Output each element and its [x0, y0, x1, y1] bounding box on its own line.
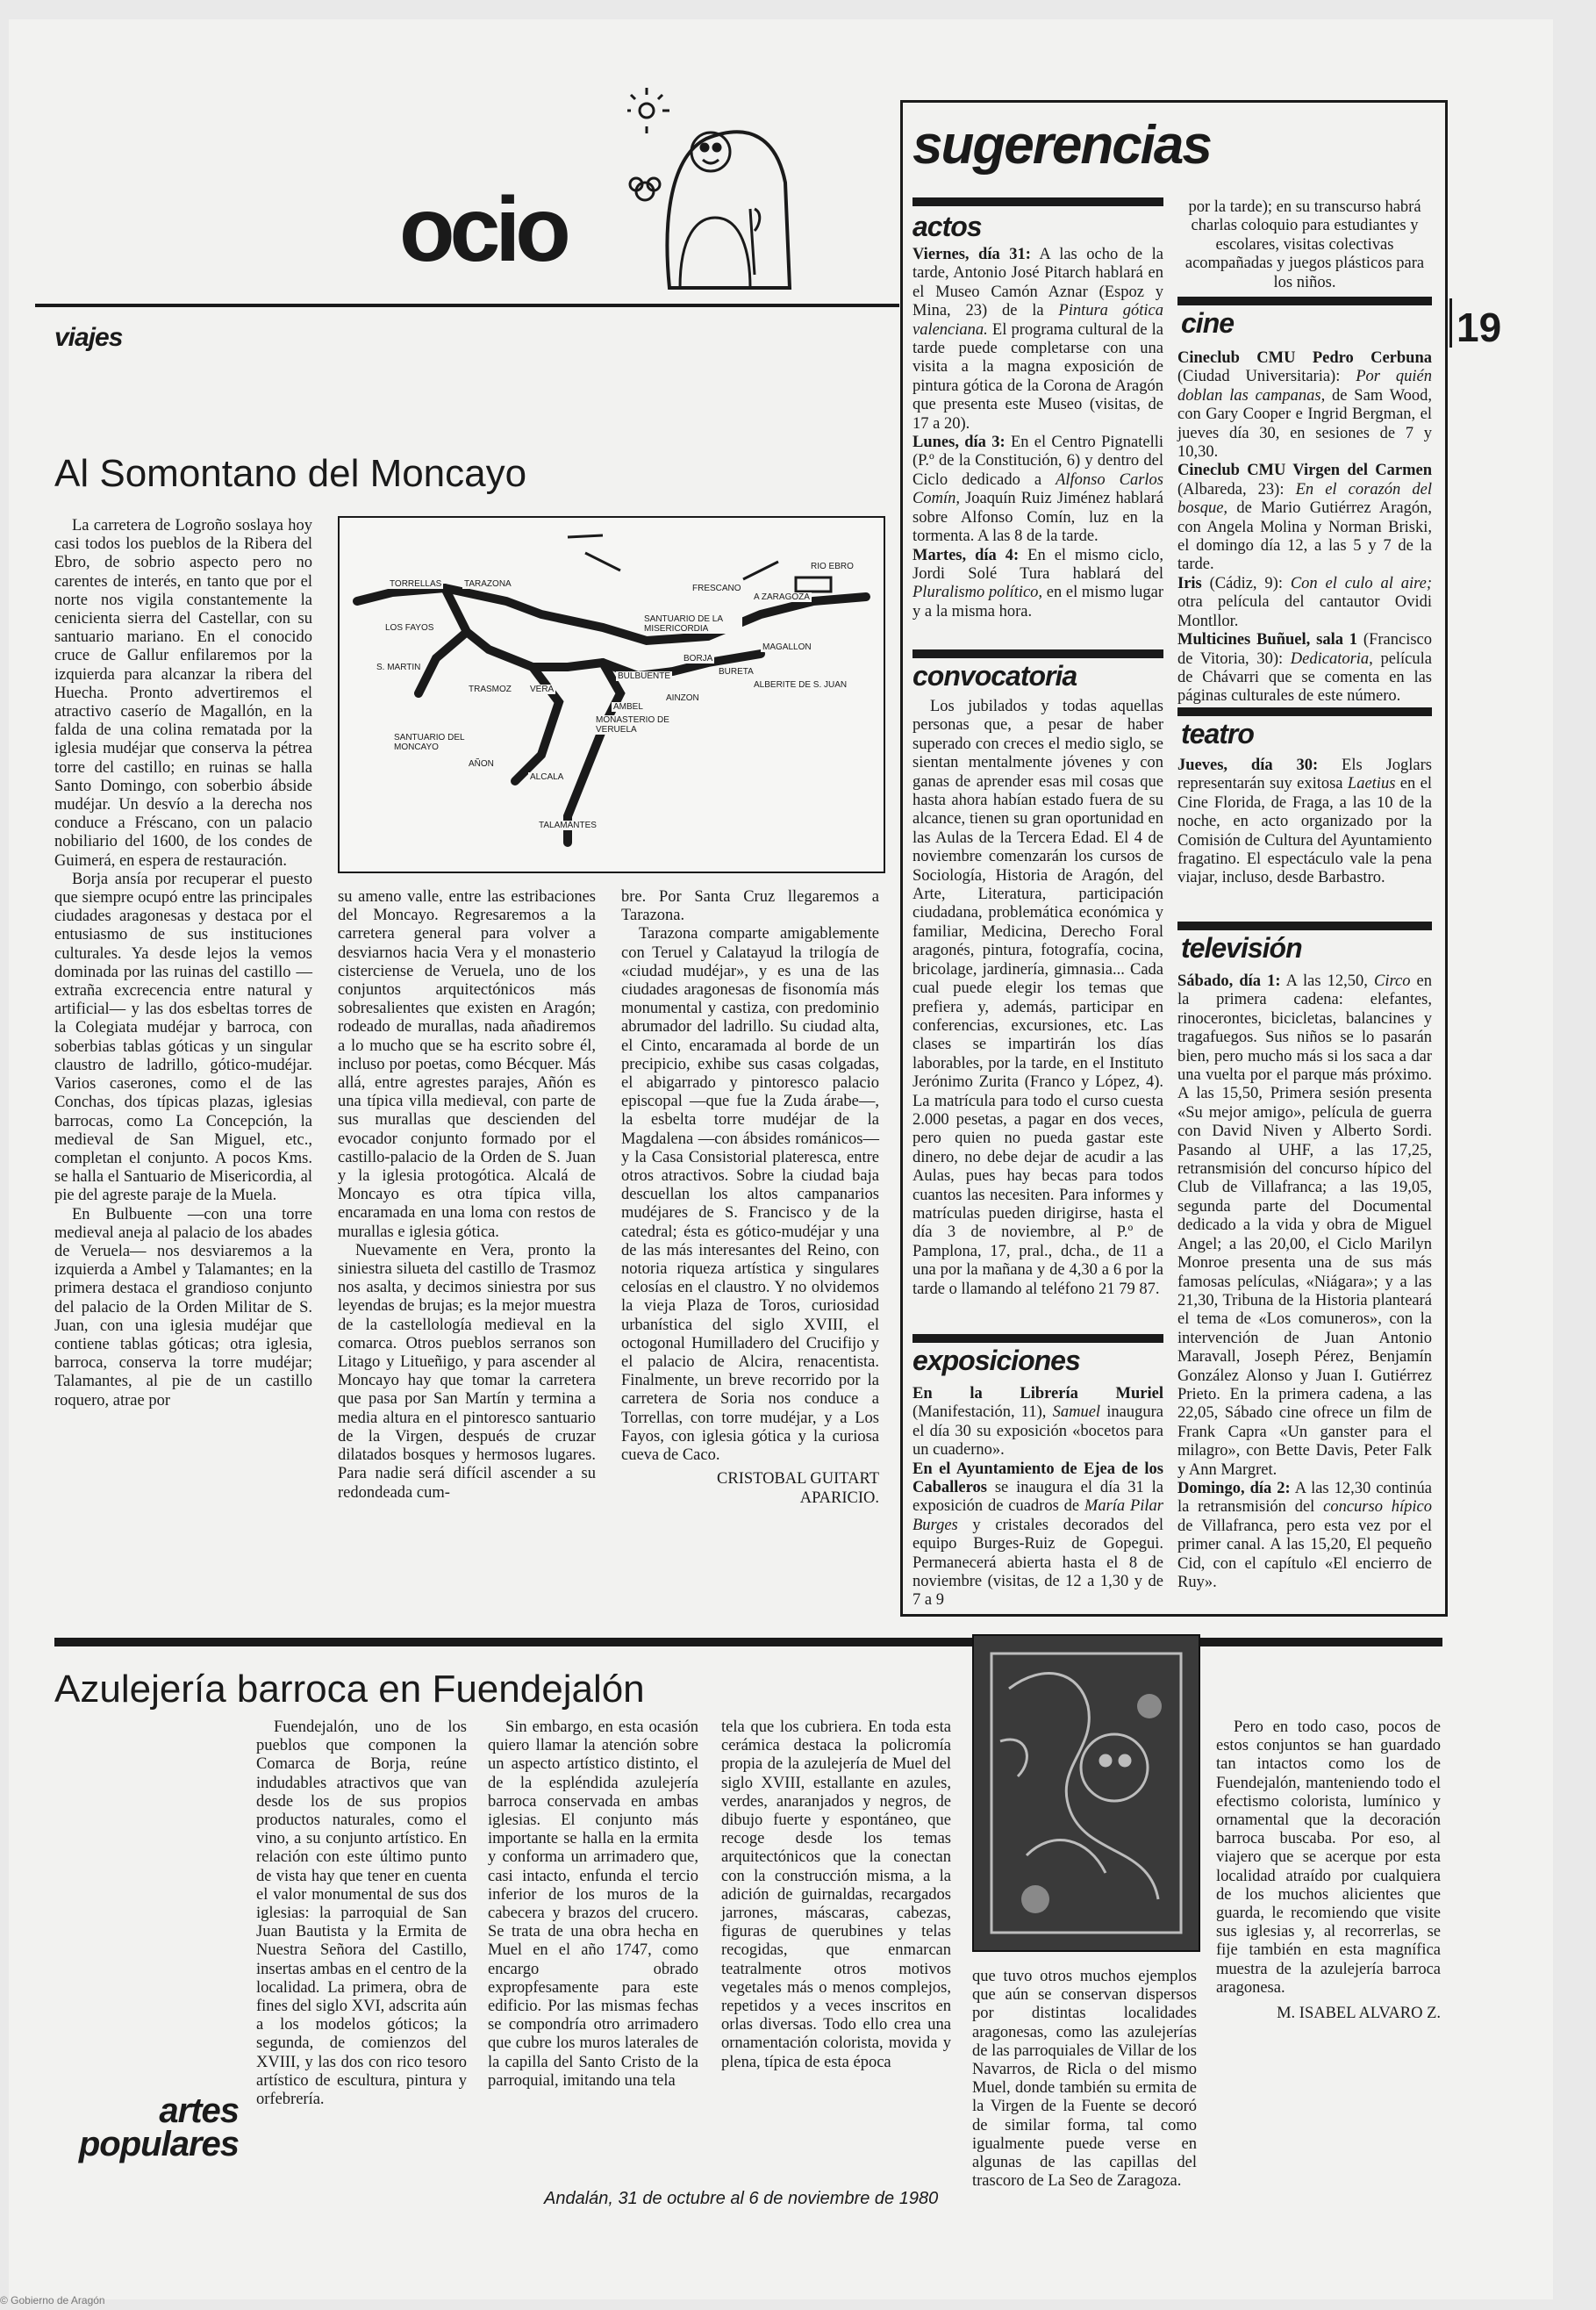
- listing-title: En el corazón del bosque,: [1177, 480, 1432, 518]
- rule: [913, 1334, 1163, 1343]
- map-label: LOS FAYOS: [385, 623, 434, 633]
- footer-credit: Andalán, 31 de octubre al 6 de noviembre de 1980: [544, 2189, 939, 2208]
- rule: [1177, 297, 1432, 305]
- photo-image: [974, 1636, 1199, 1950]
- map-drawing: [340, 518, 884, 872]
- map-label: TORRELLAS: [390, 579, 442, 589]
- article2-column-3: [721, 1718, 951, 2072]
- rule: [1177, 922, 1432, 930]
- rule: [1177, 707, 1432, 716]
- logo-word: ocio: [399, 179, 566, 281]
- paragraph: Fuendejalón, uno de los pueblos que componen la Comarca de Borja, reúne indudables atractivos que van desde los de sus propios productos naturales, como el vino, a su conjunto artístico. En relación con este último punto de vista hay que tener en cuenta el valor monumental de sus dos iglesias: la parroquial de San Juan Bautista y la Ermita de Nuestra Señora del Castillo, insertas ambas en el centro de la localidad. La primera, obra de fines del siglo XVI, adscrita aún a los modelos góticos; la segunda, de comienzos del XVIII, y las dos con rico tesoro artístico de escultura, pintura y orfebrería.: [256, 1718, 467, 2109]
- actos-list: [913, 246, 1163, 621]
- teatro-list: [1177, 757, 1432, 888]
- listing-lead: Cineclub CMU Virgen del Carmen: [1177, 462, 1432, 480]
- paragraph: Nuevamente en Vera, pronto la siniestra silueta del castillo de Trasmoz nos asalta, y decimos siniestra por sus leyendas de brujas; es la mejor muestra de la castellología medieval en la comarca. Otros pueblos serranos son Litago y Litueñigo, y para ascender al Moncayo hay que tomar la carretera que pasa por San Martín y termina a media altura en el pintoresco santuario de la Virgen, después de cruzar dilatados bosques y hermosos lugares. Para nadie será difícil ascender a su redondeada cum-: [338, 1241, 596, 1502]
- map-label: TARAZONA: [464, 579, 512, 589]
- actos-continued: [1177, 198, 1432, 292]
- listing-lead: Multicines Buñuel, sala 1: [1177, 631, 1358, 649]
- listing-item: Sábado, día 1: A las 12,50, Circo en la primera cadena: elefantes, rinocerontes, bicicletas, balancines y tragafuegos. Sus niños se lo pasarán bien, pero mucho más si los saca a dar una vuelta por el parque más próximo. A las 15,50, Primera sesión presenta «Su mejor amigo», película de guerra con David Niven y Alberto Sordi. Pasando al UHF, a las 17,25, retransmisión del concurso hípico del Club de Villafranca; a las 19,05, segunda parte del Documental dedicado a la vida y obra de Miguel Angel; a las 20,00, el Ciclo Marilyn Monroe presenta una de sus más famosas películas, «Niágara»; y a las 21,30, Tribuna de la Historia planteará el tema de «Los comuneros», con la intervención de Juan Antonio Maravall, Joseph Pérez, Benjamín González Alonso y Juan I. Gutiérrez Prieto. En la primera cadena, a las 22,05, Sábado cine ofrece un film de Frank Capra «Un ganster para el milagro», con Bette Davis, Peter Falk y Ann Margret.: [1177, 972, 1432, 1479]
- listing-lead: Sábado, día 1:: [1177, 972, 1281, 990]
- paragraph: bre. Por Santa Cruz llegaremos a Tarazona.: [621, 888, 879, 925]
- listing-title: Laetius: [1347, 775, 1396, 793]
- listing-item: Multicines Buñuel, sala 1 (Francisco de Vitoria, 30): Dedicatoria, película de Chávarri que se comenta en las páginas culturales de este número.: [1177, 631, 1432, 706]
- listing-item: Domingo, día 2: A las 12,30 continúa la retransmisión del concurso hípico de Villafranca, pero esta vez por el primer canal. A las 15,20, El pequeño Cid, con el capítulo «El encierro de Ruy».: [1177, 1479, 1433, 1591]
- listing-lead: En el Ayuntamiento de Ejea de los Caballeros: [913, 1460, 1163, 1497]
- paragraph: La carretera de Logroño soslaya hoy casi todos los pueblos de la Ribera del Ebro, de sobrio aspecto pero no carentes de interés, en tanto que por el norte nos vigila constantemente la cenicienta sierra del Castellar, con su santuario mariano. En el conocido cruce de Gallur enfilaremos por la izquierda para alcanzar la ribera del Huecha. Pronto advertiremos el atractivo caserío de Magallón, en la falda de una colina rematada por la iglesia mudéjar que conserva la pétrea torre del castillo; en ruinas se halla Santo Domingo, con soberbio ábside mudéjar. Un desvío a la derecha nos conduce a Fréscano, con un palacio nobiliario del 1600, de los condes de Guimerá, en espera de restauración.: [54, 517, 312, 870]
- cine-list: [1177, 349, 1432, 707]
- listing-lead: Iris: [1177, 574, 1202, 592]
- listing-item: En el Ayuntamiento de Ejea de los Caballeros se inaugura el día 31 la exposición de cuadros de María Pilar Burges y cristales decorados del equipo Burges-Ruiz de Gopegui. Permanecerá abierta hasta el 8 de noviembre (visitas, de 12 a 1,30 y de 7 a 9: [913, 1460, 1164, 1610]
- listing-title: María Pilar Burges: [913, 1497, 1164, 1534]
- header-rule: [35, 304, 899, 307]
- map-label: BORJA: [683, 654, 713, 664]
- azulejo-photo: [972, 1634, 1200, 1952]
- paragraph: por la tarde); en su transcurso habrá charlas coloquio para estudiantes y escolares, visitas colectivas acompañadas y juegos plásticos para los niños.: [1184, 198, 1425, 291]
- rule: [913, 649, 1163, 658]
- article2-column-5: [1216, 1718, 1441, 2023]
- byline: CRISTOBAL GUITART APARICIO.: [717, 1470, 879, 1507]
- map-label: AINZON: [666, 693, 699, 703]
- listing-item: Cineclub CMU Pedro Cerbuna (Ciudad Universitaria): Por quién doblan las campanas, de Sam Wood, con Gary Cooper e Ingrid Bergman, el jueves día 30, en sesiones de 7 y 10,30.: [1177, 349, 1433, 462]
- listing-title: Circo: [1373, 972, 1411, 990]
- map-label: AÑON: [469, 759, 494, 769]
- listing-title: Pluralismo político,: [913, 584, 1043, 602]
- paragraph: Borja ansía por recuperar el puesto que siempre ocupó entre las principales ciudades aragonesas y destaca por el entusiasmo de sus instituciones culturales. Ya desde lejos la vemos dominada por las ruinas del castillo —extraña excrecencia entre natural y artificial— y las dos esbeltas torres de la Colegiata mudéjar y barroca, con soberbias tablas góticas y un singular claustro de ladrillo, gótico-mudéjar. Varios caserones, como el de las Conchas, dos típicas plazas, iglesias barrocas, como La Concepción, la medieval de San Miguel, etc., completan el conjunto. A pocos Kms. se halla el Santuario de Misericordia, al pie del agreste paraje de la Muela.: [54, 870, 312, 1205]
- article2-column-4: [972, 1968, 1197, 2191]
- television-title: televisión: [1181, 932, 1302, 964]
- listing-item: Jueves, día 30: Els Joglars representarán suy exitosa Laetius en el Cine Florida, de Fraga, a las 10 de la noche, en acto organizado por la Comisión de Cultura del Ayuntamiento fragatino. El espectáculo vale la pena viajar, incluso, desde Barbastro.: [1177, 757, 1433, 887]
- page-number: 19: [1456, 305, 1502, 350]
- listing-lead: En la Librería Muriel: [913, 1385, 1163, 1402]
- convocatoria-title: convocatoria: [913, 660, 1077, 692]
- map-label: VERA: [530, 685, 555, 694]
- article-column-2: [338, 888, 596, 1503]
- route-map: [338, 516, 885, 873]
- paragraph: Pero en todo caso, pocos de estos conjuntos se han guardado tan intactos como los de Fuendejalón, manteniendo todo el efectismo colorista, lumínico y ornamental que la decoración barroca buscaba. Por eso, al viajero que se acerque por esta localidad atraído por cualquiera de los muchos alicientes que guarda, le recomiendo que visite sus iglesias y, al recorrerlas, se fije también en esta magnífica muestra de la azulejería barroca aragonesa.: [1216, 1718, 1441, 1997]
- listing-title: Samuel: [1052, 1403, 1101, 1422]
- listing-title: Por quién doblan las campanas,: [1177, 368, 1432, 405]
- map-label: TALAMANTES: [539, 821, 597, 830]
- listing-item: En la Librería Muriel (Manifestación, 11), Samuel inaugura el día 30 su exposición «bocetos para un cuaderno».: [913, 1385, 1163, 1460]
- map-label: MAGALLON: [762, 642, 812, 652]
- map-label: BURETA: [719, 667, 754, 677]
- paragraph: Tarazona comparte amigablemente con Teruel y Calatayud la trilogía de «ciudad mudéjar», y es una de las ciudades aragonesas de fisonomía más monumental y castiza, con predominio abrumador del ladrillo. Su ciudad alta, el Cinto, encaramada al borde de un precipicio, exhibe sus casas colgadas, el abigarrado y pintoresco palacio episcopal —que fue la Zuda árabe—, la esbelta torre mudéjar de la Magdalena —con ábsides románicos— y la Casa Consistorial plateresca, entre otros atractivos. Sobre la ciudad baja descuellan los altos campanarios mudéjares de S. Francisco y de la catedral; ésta es gótico-mudéjar y una de las más interesantes del Reino, con notoria riqueza artística y singulares celosías en el claustro. Y no olvidemos la vieja Plaza de Toros, curiosidad urbanística del siglo XVIII, el octogonal Humilladero del Crucifijo y el palacio de Alcira, renacentista. Finalmente, un breve recorrido por la carretera de Soria nos conduce a Torrellas, con torre mudéjar, y a Los Fayos, con iglesia gótica y la curiosa cueva de Caco.: [621, 925, 879, 1465]
- listing-item: Lunes, día 3: En el Centro Pignatelli (P.º de la Constitución, 6) y dentro del Ciclo dedicado a Alfonso Carlos Comín, Joaquín Ruiz Jiménez hablará sobre Alfonso Comín, luz en la tormenta. A las 8 de la tarde.: [913, 434, 1163, 546]
- exposiciones-list: [913, 1385, 1163, 1611]
- byline: M. ISABEL ALVARO Z.: [1277, 2005, 1441, 2023]
- listing-lead: Viernes, día 31:: [913, 246, 1031, 263]
- listing-item: Viernes, día 31: A las ocho de la tarde, Antonio José Pitarch hablará en el Museo Camón Aznar (Espoz y Mina, 23) de la Pintura gótica valenciana. El programa cultural de la tarde puede completarse con una visita a la magna exposición de pintura gótica de la Corona de Aragón que presenta este Museo (visitas, de 17 a 20).: [913, 246, 1163, 433]
- paragraph: tela que los cubriera. En toda esta cerámica destaca la policromía propia de la azulejería de Muel del siglo XVIII, estallante en azules, verdes, anaranjados y negros, de dibujo fuerte y espontáneo, que recoge desde los temas arquitectónicos que la conectan con la construcción misma, a la adición de guirnaldas, recargados jarrones, máscaras, cabezas, figuras de querubines y telas recogidas, que enmarcan teatralmente otros motivos vegetales más o menos complejos, repetidos y a veces inscritos en orlas diversas. Todo ello crea una ornamentación colorista, movida y plena, típica de esta época: [721, 1718, 951, 2071]
- listing-item: Iris (Cádiz, 9): Con el culo al aire; otra película del cantautor Ovidi Montllor.: [1177, 574, 1432, 630]
- paragraph: Sin embargo, en esta ocasión quiero llamar la atención sobre un aspecto artístico distinto, el de la espléndida azulejería barroca conservada en ambas iglesias. El conjunto más importante se halla en la ermita y conforma un arrimadero que, casi intacto, enfunda el tercio inferior de los muros de la cabecera y brazos del crucero. Se trata de una obra hecha en Muel en el año 1747, como encargo obrado expropfesamente para este edificio. Por las mismas fechas se compondría otro arrimadero que cubre los muros laterales de la capilla del Santo Cristo de la parroquial, imitando una tela: [488, 1718, 698, 2090]
- television-list: [1177, 972, 1432, 1592]
- convocatoria-text: [913, 698, 1163, 1299]
- rule: [913, 197, 1163, 206]
- section-viajes: viajes: [54, 323, 123, 352]
- paragraph: que tuvo otros muchos ejemplos que aún se conservan dispersos por distintas localidades aragonesas, como las azulejerías de las parroquiales de Villar de los Navarros, de Ricla o del mismo Muel, donde también su ermita de la Virgen de la Fuente se decoró de similar forma, tal como igualmente puede verse en algunas de las capillas del trascoro de La Seo de Zaragoza.: [972, 1968, 1197, 2191]
- archive-credit: © Gobierno de Aragón: [0, 2294, 105, 2306]
- sugerencias-title: sugerencias: [913, 115, 1211, 176]
- teatro-title: teatro: [1181, 718, 1254, 750]
- map-label: SANTUARIO DE LA MISERICORDIA: [642, 614, 742, 634]
- ocio-illustration: [627, 86, 812, 297]
- article-title: Azulejería barroca en Fuendejalón: [54, 1668, 645, 1711]
- exposiciones-title: exposiciones: [913, 1345, 1080, 1376]
- map-label: S. MARTIN: [376, 663, 421, 672]
- section-artes-populares: artes populares: [78, 2091, 239, 2163]
- actos-title: actos: [913, 211, 982, 242]
- map-label: SANTUARIO DEL MONCAYO: [392, 733, 492, 752]
- map-label: RIO EBRO: [811, 562, 854, 571]
- listing-lead: Jueves, día 30:: [1177, 757, 1319, 774]
- map-label: ALBERITE DE S. JUAN: [754, 680, 848, 690]
- map-label: MONASTERIO DE VERUELA: [594, 715, 694, 735]
- article-column-1: [54, 517, 312, 1410]
- article-title: Al Somontano del Moncayo: [54, 452, 527, 495]
- article-divider: [54, 1638, 1442, 1646]
- cine-title: cine: [1181, 307, 1235, 339]
- map-label: TRASMOZ: [469, 685, 512, 694]
- map-label: BULBUENTE: [618, 671, 671, 681]
- listing-title: Dedicatoria,: [1290, 649, 1373, 668]
- listing-title: Con el culo al aire;: [1290, 574, 1432, 592]
- map-label: ALCALA: [530, 772, 564, 782]
- listing-lead: Lunes, día 3:: [913, 434, 1006, 452]
- article2-column-2: [488, 1718, 698, 2091]
- listing-item: Martes, día 4: En el mismo ciclo, Jordi Solé Tura hablará del Pluralismo político, en el mismo lugar y a la misma hora.: [913, 546, 1163, 621]
- article2-column-1: [256, 1718, 467, 2109]
- page-number-bracket: [1449, 298, 1452, 348]
- listing-lead: Martes, día 4:: [913, 546, 1020, 564]
- article-column-3: [621, 888, 879, 1508]
- map-label: A ZARAGOZA: [754, 592, 810, 602]
- paragraph: Los jubilados y todas aquellas personas que, a pesar de haber superado con creces el medio siglo, se sientan mentalmente jóvenes y con ganas de aprender esas mil cosas que hasta ahora habían estado fuera de su alcance, tienen su gran oportunidad en las Aulas de la Tercera Edad. El 4 de noviembre comenzarán los cursos de Sociología, Historia de Aragón, del Arte, Literatura, participación ciudadana, problemática económica y familiar, Medicina, Derecho Foral aragonés, pintura, fotografía, cocina, bricolage, jardinería, gimnasia... Cada cual puede elegir los temas que prefiera y, además, participar en conferencias, excursiones, etc. Las clases se impartirán los días laborables, por la tarde, en el Instituto Jerónimo Zurita (Franco y López, 4). La matrícula para todo el curso cuesta 2.000 pesetas, a pagar en dos veces, pero quien no pueda gastar este dinero, no debe dejar de acudir a las Aulas, pues hay becas para todos cuantos las necesiten. Para informes y matrículas pueden dirigirse, hasta el día 3 de noviembre, al P.º de Pamplona, 17, pral., dcha., de 11 a una por la mañana y de 4,30 a 6 por la tarde o llamando al teléfono 21 79 87.: [913, 698, 1163, 1298]
- paragraph: su ameno valle, entre las estribaciones del Moncayo. Regresaremos a la carretera general para volver a desviarnos hacia Vera y el monasterio cisterciense de Veruela, uno de los conjuntos arquitectónicos más sobresalientes que existen en Aragón; rodeado de murallas, nada añadiremos a lo mucho que se ha escrito sobre él, incluso por poetas, como Bécquer. Más allá, entre agrestes parajes, Añón es una típica villa medieval, con parte de sus murallas que descienden del evocador conjunto formado por el castillo-palacio de la Orden de S. Juan y la iglesia protogótica. Alcalá de Moncayo es otra típica villa, encaramada en una loma con restos de murallas e iglesia gótica.: [338, 888, 596, 1241]
- listing-item: Cineclub CMU Virgen del Carmen (Albareda, 23): En el corazón del bosque, de Mario Gutiérrez Aragón, con Angela Molina y Norman Briski, el domingo día 12, a las 5 y 7 de la tarde.: [1177, 462, 1432, 574]
- map-label: AMBEL: [613, 702, 643, 712]
- ocio-logo: [399, 179, 566, 281]
- listing-title: concurso hípico: [1323, 1498, 1433, 1517]
- sun-icon: [640, 104, 654, 118]
- paragraph: En Bulbuente —con una torre medieval aneja al palacio de los abades de Veruela— nos desviaremos a la izquierda a Ambel y Talamantes; en la primera destaca el grandioso conjunto del palacio de la Orden Militar de S. Juan, con una iglesia mudéjar que contiene tablas góticas; otra iglesia, barroca, conserva la torre mudéjar; Talamantes, al pie de un castillo roquero, atrae por: [54, 1205, 312, 1410]
- listing-title: Alfonso Carlos Comín,: [913, 470, 1163, 508]
- listing-lead: Cineclub CMU Pedro Cerbuna: [1177, 349, 1432, 367]
- map-label: FRESCANO: [692, 584, 741, 593]
- listing-lead: Domingo, día 2:: [1177, 1479, 1291, 1497]
- listing-title: Pintura gótica valenciana.: [913, 302, 1163, 339]
